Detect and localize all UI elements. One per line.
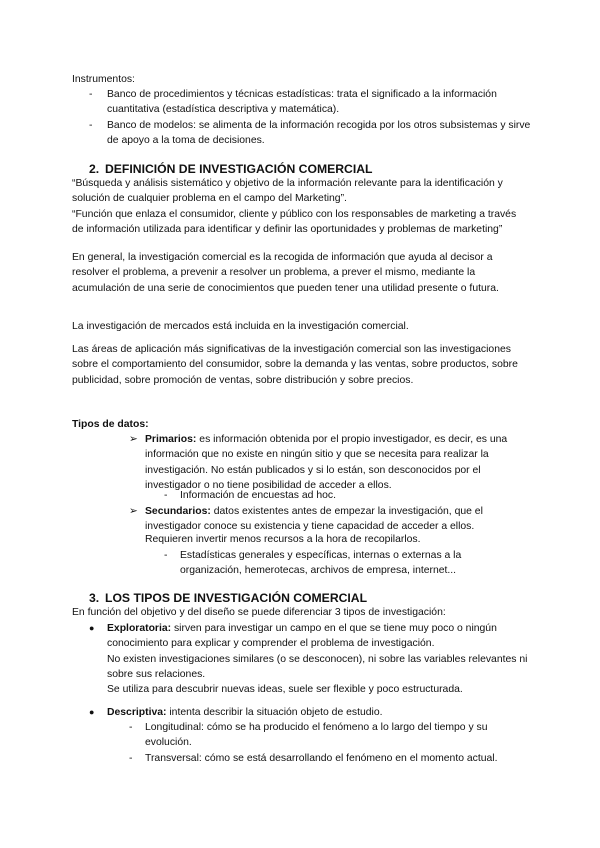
instruments-label: Instrumentos: — [72, 74, 135, 85]
instrument-item: Banco de procedimientos y técnicas estadísticas: trata el significado a la información cuantitativa (estadística descriptiva y matemática). — [107, 89, 497, 116]
definition-quote: “Búsqueda y análisis sistemático y objetivo de la información relevante para la identificación y solución de cualquier problema en el campo del Marketing”. — [72, 178, 503, 205]
dash-marker: - — [164, 490, 168, 501]
term: Secundarios: — [145, 506, 211, 517]
instrument-item: Banco de modelos: se alimenta de la información recogida por los otros subsistemas y sirve de apoyo a la toma de decisiones. — [107, 120, 531, 147]
paragraph: La investigación de mercados está incluida en la investigación comercial. — [72, 321, 409, 332]
section-number: 2. — [89, 162, 100, 176]
dash-marker: - — [89, 89, 93, 100]
definition-quote: “Función que enlaza el consumidor, cliente y público con los responsables de marketing a través de información utilizada para identificar y definir las oportunidades y problemas de marketing” — [72, 209, 517, 236]
paragraph: En función del objetivo y del diseño se puede diferenciar 3 tipos de investigación: — [72, 607, 446, 618]
example-item: Información de encuestas ad hoc. — [180, 490, 336, 501]
term: Exploratoria: — [107, 623, 172, 634]
term: Descriptiva: — [107, 707, 167, 718]
section-title: DEFINICIÓN DE INVESTIGACIÓN COMERCIAL — [105, 162, 373, 176]
section-heading — [89, 590, 367, 606]
dash-marker: - — [129, 722, 133, 733]
section-heading — [89, 161, 372, 177]
term: Primarios: — [145, 434, 197, 445]
descriptive-subitem: Longitudinal: cómo se ha producido el fenómeno a lo largo del tiempo y su evolución. — [145, 722, 488, 749]
dash-marker: - — [89, 120, 93, 131]
paragraph: No existen investigaciones similares (o se desconocen), ni sobre las variables relevantes ni sobre sus relaciones. — [107, 654, 528, 681]
secondary-data-item: Secundarios: datos existentes antes de empezar la investigación, que el investigador conoce su existencia y tiene capacidad de acceder a ellos. — [145, 506, 483, 533]
arrow-bullet-icon: ➢ — [129, 506, 138, 517]
paragraph: En general, la investigación comercial es la recogida de información que ayuda al decisor a resolver el problema, a prevenir a resolver un problema, a prever el mismo, mediante la acumulación de una serie de conocimientos que pueden tener una utilidad presente o futura. — [72, 252, 499, 294]
exploratory-item: Exploratoria: sirven para investigar un campo en el que se tiene muy poco o ningún conocimiento para explicar y comprender el problema de investigación. — [107, 623, 497, 650]
paragraph: Requieren invertir menos recursos a la hora de recopilarlos. — [145, 534, 421, 545]
paragraph: Las áreas de aplicación más significativas de la investigación comercial son las investigaciones sobre el comportamiento del consumidor, sobre la demanda y las ventas, sobre productos, sobre publicidad, sobre promoción de ventas, sobre distribución y sobre precios. — [72, 344, 518, 386]
arrow-bullet-icon: ➢ — [129, 434, 138, 445]
primary-data-item: Primarios: es información obtenida por el propio investigador, es decir, es una información que no existe en ningún sitio y que se necesita para realizar la investigación. No están publicados y si lo están, son desconocidos por el investigador o no tiene posibilidad de acceder a ellos. — [145, 434, 508, 492]
descriptive-item: Descriptiva: intenta describir la situación objeto de estudio. — [107, 707, 383, 718]
descriptive-subitem: Transversal: cómo se está desarrollando el fenómeno en el momento actual. — [145, 753, 498, 764]
paragraph: Se utiliza para descubrir nuevas ideas, suele ser flexible y poco estructurada. — [107, 684, 463, 695]
dash-marker: - — [129, 753, 133, 764]
example-item: Estadísticas generales y específicas, internas o externas a la organización, hemerotecas, archivos de empresa, internet... — [180, 550, 462, 577]
data-types-label: Tipos de datos: — [72, 419, 149, 430]
bullet-icon: ● — [89, 623, 95, 633]
section-number: 3. — [89, 591, 100, 605]
section-title: LOS TIPOS DE INVESTIGACIÓN COMERCIAL — [105, 591, 368, 605]
dash-marker: - — [164, 550, 168, 561]
bullet-icon: ● — [89, 707, 95, 717]
